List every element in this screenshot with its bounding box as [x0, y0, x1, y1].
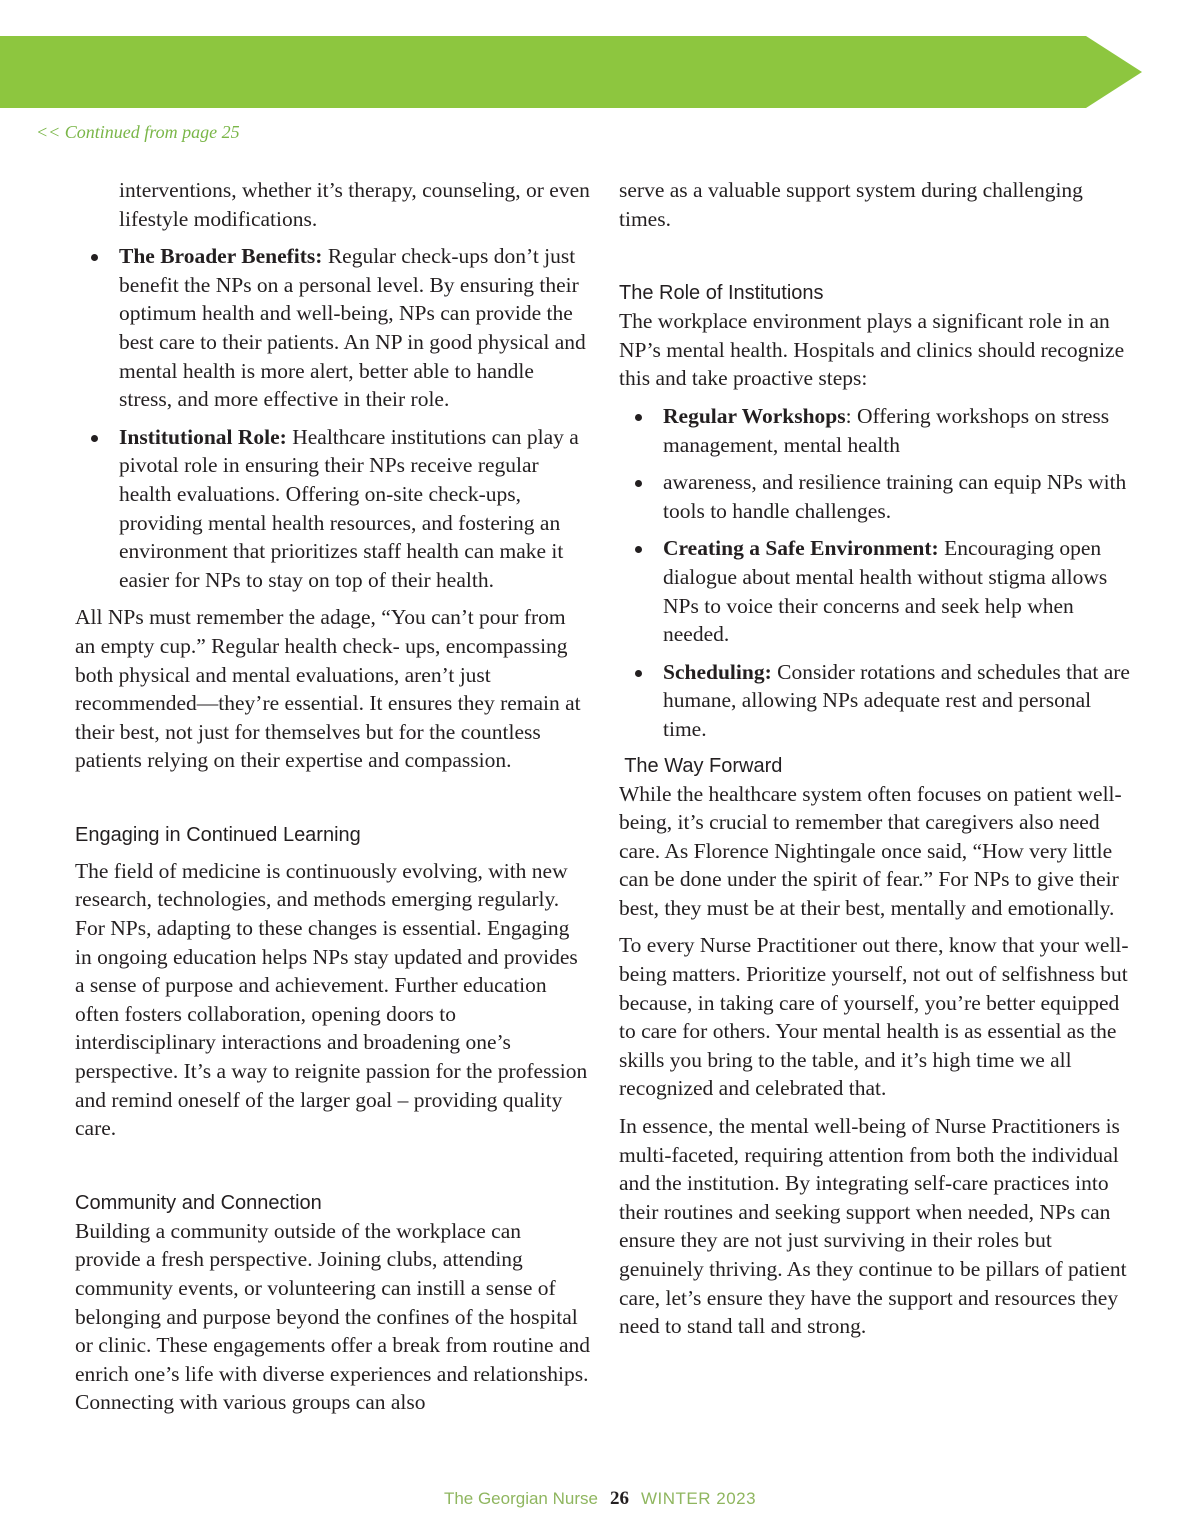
bullet-dot-icon [635, 546, 642, 553]
heading-continued-learning: Engaging in Continued Learning [75, 823, 361, 846]
bullet-dot-icon [91, 435, 98, 442]
heading-way-forward: The Way Forward [619, 754, 783, 777]
bullet-label: Regular Workshops [663, 403, 846, 428]
heading-community-connection: Community and Connection [75, 1191, 322, 1214]
footer-publication: The Georgian Nurse [443, 1489, 598, 1508]
paragraph-in-essence: In essence, the mental well-being of Nurse Practitioners is multi-faceted, requiring attention from both the individual and the institution. By integrating self-care practices into their routines and seeking support when needed, NPs can ensure they are not just surviving in their roles but genuinely thriving. As they continue to be pillars of patient care, let’s ensure they have the support and resources they need to stand tall and strong. [619, 1114, 1127, 1339]
page-footer [0, 1488, 1200, 1510]
list-item [619, 468, 1139, 525]
list-item [75, 423, 590, 595]
left-bullet-list [75, 242, 590, 594]
paragraph-community-connection: Building a community outside of the workplace can provide a fresh perspective. Joining clubs, attending community events, or volunteering can instill a sense of belonging and purpose beyond the confines of the hospital or clinic. These engagements offer a break from routine and enrich one’s life with diverse experiences and relationships. Connecting with various groups can also [75, 1218, 591, 1415]
paragraph-empty-cup: All NPs must remember the adage, “You can’t pour from an empty cup.” Regular health check- ups, encompassing both physical and mental evaluations, aren’t just recommended—they’re essential. It ensures they remain at their best, not just for themselves but for the countless patients relying on their expertise and compassion. [75, 605, 581, 773]
bullet-label: The Broader Benefits: [119, 244, 323, 269]
bullet-text: Regular check-ups don’t just benefit the NPs on a personal level. By ensuring their optimum health and well-being, NPs can provide the best care to their patients. An NP in good physical and mental health is more alert, better able to handle stress, and more effective in their role. [119, 244, 586, 412]
right-column [619, 176, 1139, 1341]
bullet-text: : Offering workshops on stress management, mental health [663, 403, 1110, 457]
paragraph-nurse-practitioner: To every Nurse Practitioner out there, know that your well-being matters. Prioritize yourself, not out of selfishness but because, in taking care of yourself, you’re better equipped to care for others. Your mental health is as essential as the skills you bring to the table, and it’s high time we all recognized and celebrated that. [619, 933, 1129, 1101]
banner-arrow-shape [0, 36, 1142, 108]
intro-tail-paragraph: interventions, whether it’s therapy, counseling, or even lifestyle modifications. [119, 178, 590, 231]
bullet-label: Scheduling: [663, 659, 772, 684]
footer-page-number: 26 [609, 1488, 629, 1509]
left-column [75, 176, 590, 1417]
list-item [75, 242, 590, 414]
list-item [619, 658, 1139, 744]
paragraph-role-of-institutions: The workplace environment plays a significant role in an NP’s mental health. Hospitals and clinics should recognize this and take proactive steps: [619, 309, 1125, 391]
bullet-dot-icon [635, 480, 642, 487]
bullet-dot-icon [91, 254, 98, 261]
bullet-label: Institutional Role: [119, 424, 287, 449]
list-item [619, 402, 1139, 459]
footer-issue: WINTER 2023 [640, 1489, 757, 1508]
bullet-label: Creating a Safe Environment: [663, 536, 939, 561]
paragraph-way-forward: While the healthcare system often focuses on patient well-being, it’s crucial to remember that caregivers also need care. As Florence Nightingale once said, “How very little can be done under the spirit of fear.” For NPs to give their best, they must be at their best, mentally and emotionally. [619, 781, 1122, 920]
header-banner [0, 36, 1142, 108]
bullet-text: Encouraging open dialogue about mental health without stigma allows NPs to voice their concerns and seek help when needed. [663, 536, 1108, 647]
bullet-dot-icon [635, 414, 642, 421]
right-bullet-list [619, 402, 1139, 744]
list-item [619, 534, 1139, 648]
continued-from-note: << Continued from page 25 [36, 122, 240, 142]
paragraph-continued-learning: The field of medicine is continuously evolving, with new research, technologies, and methods emerging regularly. For NPs, adapting to these changes is essential. Engaging in ongoing education helps NPs stay updated and provides a sense of purpose and achievement. Further education often fosters collaboration, opening doors to interdisciplinary interactions and broadening one’s perspective. It’s a way to reignite passion for the profession and remind oneself of the larger goal – providing quality care. [75, 858, 588, 1141]
bullet-text: Consider rotations and schedules that are humane, allowing NPs adequate rest and personal time. [663, 659, 1130, 741]
paragraph-support-system: serve as a valuable support system during challenging times. [619, 178, 1083, 231]
bullet-text: awareness, and resilience training can equip NPs with tools to handle challenges. [663, 470, 1127, 523]
bullet-text: Healthcare institutions can play a pivotal role in ensuring their NPs receive regular health evaluations. Offering on-site check-ups, providing mental health resources, and fostering an environment that prioritizes staff health can make it easier for NPs to stay on top of their health. [119, 424, 579, 592]
heading-role-of-institutions: The Role of Institutions [619, 282, 824, 305]
bullet-dot-icon [635, 670, 642, 677]
